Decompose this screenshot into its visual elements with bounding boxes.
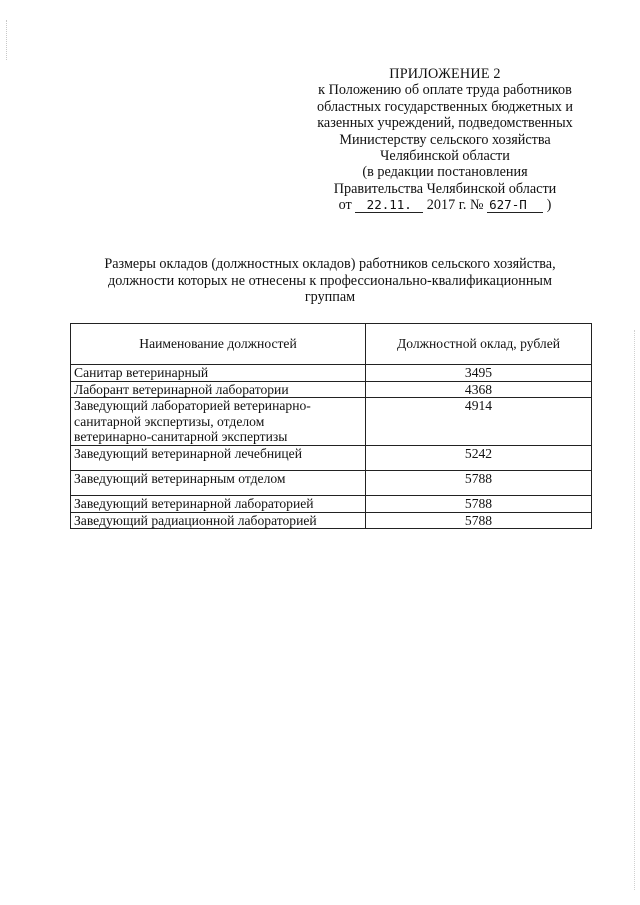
salary-value: 5242	[366, 445, 592, 470]
document-title	[70, 256, 590, 306]
salary-value: 5788	[366, 512, 592, 529]
closing-paren: )	[546, 197, 552, 214]
position-name-line: Заведующий ветеринарной лечебницей	[74, 445, 302, 461]
header-salary: Должностной оклад, рублей	[366, 324, 592, 365]
appendix-line: Челябинской области	[380, 148, 510, 165]
table-row	[71, 398, 592, 446]
position-name	[71, 365, 366, 382]
scan-edge-mark	[6, 20, 8, 60]
salary-value: 3495	[366, 365, 592, 382]
date-prefix: от	[338, 197, 352, 214]
handwritten-date: 22.11.	[355, 198, 423, 213]
position-name	[71, 381, 366, 398]
position-name	[71, 398, 366, 446]
appendix-line: к Положению об оплате труда работников	[318, 82, 572, 99]
position-name-line: ветеринарно-санитарной экспертизы	[74, 429, 288, 445]
title-line: Размеры окладов (должностных окладов) работников сельского хозяйства,	[104, 256, 556, 272]
title-line: группам	[304, 289, 356, 306]
year-text: 2017 г. №	[426, 197, 484, 214]
salary-value: 4914	[366, 398, 592, 446]
position-name-line: Заведующий радиационной лабораторией	[74, 512, 317, 528]
appendix-date-line	[300, 197, 590, 213]
table-row	[71, 512, 592, 529]
position-name-line: санитарной экспертизы, отделом	[74, 413, 265, 429]
salary-table	[70, 323, 592, 529]
appendix-line: Правительства Челябинской области	[333, 180, 557, 197]
header-position-name: Наименование должностей	[71, 324, 366, 365]
position-name-line: Заведующий ветеринарным отделом	[74, 470, 286, 486]
appendix-heading: ПРИЛОЖЕНИЕ 2	[389, 66, 501, 82]
appendix-block	[300, 66, 590, 214]
position-name	[71, 495, 366, 512]
title-line: должности которых не отнесены к профессионально-квалификационным	[108, 272, 552, 289]
position-name-line: Заведующий ветеринарной лабораторией	[74, 495, 314, 511]
table-row	[71, 445, 592, 470]
appendix-line: Министерству сельского хозяйства	[339, 131, 551, 148]
position-name-line: Заведующий лабораторией ветеринарно-	[74, 398, 311, 414]
appendix-line: областных государственных бюджетных и	[317, 98, 573, 115]
salary-value: 5788	[366, 470, 592, 495]
table-row	[71, 470, 592, 495]
salary-value: 5788	[366, 495, 592, 512]
position-name-line: Санитар ветеринарный	[74, 365, 209, 380]
position-name	[71, 512, 366, 529]
table-row	[71, 365, 592, 382]
salary-value: 4368	[366, 381, 592, 398]
handwritten-number: 627-П	[487, 198, 543, 213]
appendix-line: (в редакции постановления	[362, 164, 528, 181]
table-row	[71, 381, 592, 398]
table-row	[71, 495, 592, 512]
table-header-row	[71, 324, 592, 365]
position-name	[71, 470, 366, 495]
position-name	[71, 445, 366, 470]
position-name-line: Лаборант ветеринарной лаборатории	[74, 381, 289, 397]
appendix-line: казенных учреждений, подведомственных	[317, 115, 573, 132]
scan-edge-mark	[634, 330, 636, 890]
